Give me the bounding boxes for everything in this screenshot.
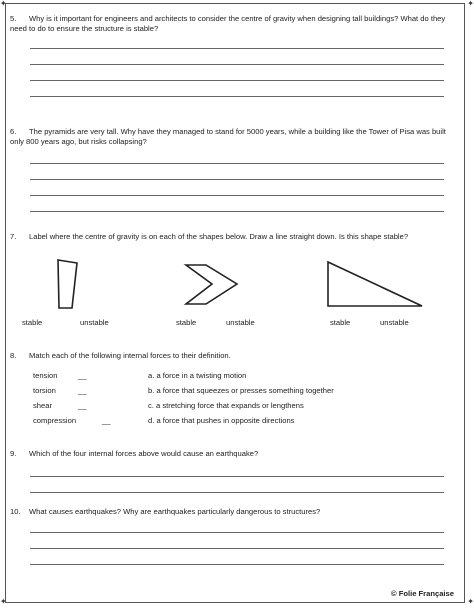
term-shear: shear [33, 401, 52, 410]
definition-b: b. a force that squeezes or presses something together [148, 386, 334, 395]
term-torsion: torsion [33, 386, 56, 395]
answer-line[interactable] [30, 532, 444, 533]
match-blank-torsion[interactable]: __ [78, 386, 87, 395]
match-blank-shear[interactable]: __ [78, 401, 87, 410]
shape-1-stable-option[interactable]: stable [22, 318, 43, 327]
question-text: Label where the centre of gravity is on each of the shapes below. Draw a line straight down. Is this shape stable? [29, 232, 409, 241]
shape-3-unstable-option[interactable]: unstable [380, 318, 409, 327]
answer-line[interactable] [30, 476, 444, 477]
question-text: What causes earthquakes? Why are earthquakes particularly dangerous to structures? [29, 507, 321, 516]
match-blank-tension[interactable]: __ [78, 371, 87, 380]
trapezoid-shape[interactable] [58, 260, 77, 308]
question-number: 6. [10, 127, 17, 136]
question-text: Which of the four internal forces above would cause an earthquake? [29, 449, 259, 458]
question-9 [10, 449, 450, 459]
question-text: Match each of the following internal forces to their definition. [29, 351, 231, 360]
shape-2-unstable-option[interactable]: unstable [226, 318, 255, 327]
match-blank-compression[interactable]: __ [102, 416, 111, 425]
question-number: 10. [10, 507, 21, 516]
definition-c: c. a stretching force that expands or lengthens [148, 401, 304, 410]
answer-lines-q9[interactable] [30, 476, 444, 493]
question-text: The pyramids are very tall. Why have they managed to stand for 5000 years, while a building like the Tower of Pisa was built only 800 years ago, but risks collapsing? [10, 127, 446, 146]
chevron-shape[interactable] [186, 265, 237, 304]
corner-ornament-bottom-left: ✦ [0, 597, 7, 606]
triangle-shape[interactable] [328, 262, 422, 306]
shape-1-unstable-option[interactable]: unstable [80, 318, 109, 327]
term-tension: tension [33, 371, 58, 380]
shape-3-stable-option[interactable]: stable [330, 318, 351, 327]
shape-2-stable-option[interactable]: stable [176, 318, 197, 327]
copyright-footer: © Folie Française [391, 589, 454, 598]
corner-ornament-bottom-right: ✦ [467, 597, 474, 606]
corner-ornament-top-right: ✦ [467, 0, 474, 8]
question-number: 9. [10, 449, 17, 458]
question-10 [10, 507, 450, 517]
question-number: 5. [10, 14, 17, 23]
question-number: 8. [10, 351, 17, 360]
definition-d: d. a force that pushes in opposite directions [148, 416, 295, 425]
question-8 [10, 351, 450, 361]
term-compression: compression [33, 416, 77, 425]
answer-line[interactable] [30, 548, 444, 549]
definition-a: a. a force in a twisting motion [148, 371, 247, 380]
answer-line[interactable] [30, 492, 444, 493]
question-text: Why is it important for engineers and architects to consider the centre of gravity when designing tall buildings? What do they need to do to ensure the structure is stable? [10, 14, 446, 33]
corner-ornament-top-left: ✦ [0, 0, 7, 8]
answer-lines-q10[interactable] [30, 532, 444, 565]
question-number: 7. [10, 232, 17, 241]
answer-line[interactable] [30, 564, 444, 565]
